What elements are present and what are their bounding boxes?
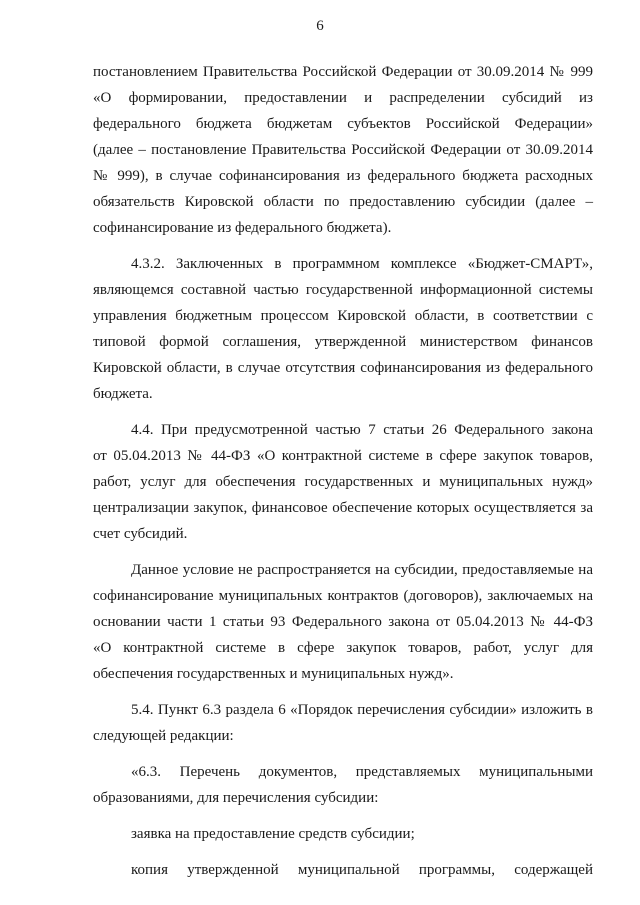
- paragraph-decree-reference: [93, 59, 593, 241]
- text-line: являющемся составной частью государственной информационной системы: [93, 282, 593, 298]
- text-line: софинансирование из федерального бюджета).: [93, 220, 392, 236]
- paragraph-4-3-2: [93, 251, 593, 407]
- paragraph-exception: [93, 557, 593, 687]
- text-line: типовой формой соглашения, утвержденной министерством финансов: [93, 334, 593, 350]
- text-line: Данное условие не распространяется на субсидии, предоставляемые на: [131, 562, 593, 578]
- text-line: управления бюджетным процессом Кировской области, в соответствии с: [93, 308, 593, 324]
- text-line: бюджета.: [93, 386, 153, 402]
- paragraph-5-4: [93, 697, 593, 749]
- paragraph-6-3: [93, 759, 593, 811]
- paragraph-4-4: [93, 417, 593, 547]
- text-line: «О формировании, предоставлении и распределении субсидий из: [93, 90, 593, 106]
- paragraph-program-copy: [93, 857, 593, 883]
- text-line: следующей редакции:: [93, 728, 234, 744]
- text-line: копия утвержденной муниципальной программы, содержащей: [131, 862, 593, 878]
- text-line: (далее – постановление Правительства Российской Федерации от 30.09.2014: [93, 142, 593, 158]
- text-line: «6.3. Перечень документов, представляемых муниципальными: [131, 764, 593, 780]
- text-line: федерального бюджета бюджетам субъектов Российской Федерации»: [93, 116, 593, 132]
- page-number: 6: [316, 18, 324, 34]
- text-line: 4.3.2. Заключенных в программном комплексе «Бюджет-СМАРТ»,: [131, 256, 593, 272]
- text-line: постановлением Правительства Российской Федерации от 30.09.2014 № 999: [93, 64, 593, 80]
- text-line: софинансирование муниципальных контрактов (договоров), заключаемых на: [93, 588, 593, 604]
- text-line: основании части 1 статьи 93 Федерального закона от 05.04.2013 № 44-ФЗ: [93, 614, 593, 630]
- text-line: обязательств Кировской области по предоставлению субсидии (далее –: [93, 194, 593, 210]
- text-line: обеспечения государственных и муниципальных нужд».: [93, 666, 454, 682]
- text-line: «О контрактной системе в сфере закупок товаров, работ, услуг для: [93, 640, 593, 656]
- document-body: [93, 59, 593, 893]
- text-line: от 05.04.2013 № 44-ФЗ «О контрактной системе в сфере закупок товаров,: [93, 448, 593, 464]
- text-line: 5.4. Пункт 6.3 раздела 6 «Порядок перечисления субсидии» изложить в: [131, 702, 593, 718]
- text-line: работ, услуг для обеспечения государственных и муниципальных нужд»: [93, 474, 593, 490]
- text-line: № 999), в случае софинансирования из федерального бюджета расходных: [93, 168, 593, 184]
- text-line: Кировской области, в случае отсутствия софинансирования из федерального: [93, 360, 593, 376]
- text-line: централизации закупок, финансовое обеспечение которых осуществляется за: [93, 500, 593, 516]
- text-line: заявка на предоставление средств субсидии;: [131, 826, 415, 842]
- text-line: счет субсидий.: [93, 526, 188, 542]
- paragraph-application: [93, 821, 593, 847]
- text-line: 4.4. При предусмотренной частью 7 статьи 26 Федерального закона: [131, 422, 593, 438]
- text-line: образованиями, для перечисления субсидии:: [93, 790, 379, 806]
